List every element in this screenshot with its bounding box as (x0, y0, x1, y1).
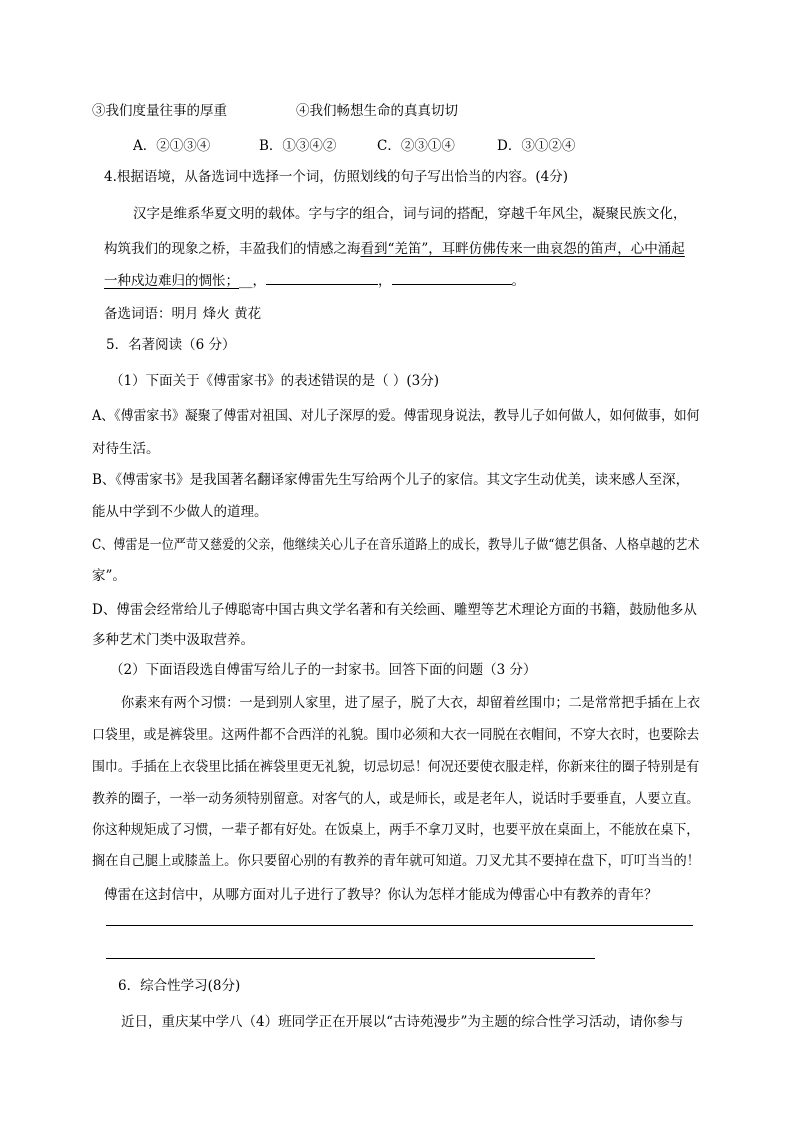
q6-paragraph: 近日，重庆某中学八（4）班同学正在开展以“古诗苑漫步”为主题的综合性学习活动，请你参与 (121, 1014, 684, 1030)
letter-line3: 围巾。手插在上衣袋里比插在裤袋里更无礼貌，切忌切忌！何况还要使衣服走样，你新来往的圈子特别是有 (92, 759, 700, 775)
q5-sub1: （1）下面关于《傅雷家书》的表述错误的是（ ）(3分) (110, 373, 440, 389)
q5-option-c-line2: 家”。 (92, 568, 126, 584)
answer-line-1[interactable] (106, 925, 693, 926)
q5-option-a-line1: A、《傅雷家书》凝聚了傅雷对祖国、对儿子深厚的爱。傅雷现身说法，教导儿子如何做人，如何做事，如何 (92, 408, 700, 424)
letter-line1: 你素来有两个习惯：一是到别人家里，进了屋子，脱了大衣，却留着丝围巾；二是常常把手插在上衣 (121, 695, 701, 711)
q5-option-d-line1: D、傅雷会经常给儿子傅聪寄中国古典文学名著和有关绘画、雕塑等艺术理论方面的书籍，鼓励他多从 (92, 602, 697, 618)
answer-blank-2[interactable] (392, 270, 512, 285)
answer-line-2[interactable] (106, 958, 595, 959)
q4-blank-start: __， (239, 273, 266, 289)
q5-sub2: （2）下面语段选自傅雷写给儿子的一封家书。回答下面的问题（3 分） (110, 662, 537, 678)
q4-paragraph-line1: 汉字是维系华夏文明的载体。字与字的组合，词与词的搭配，穿越千年风尘，凝聚民族文化， (133, 206, 687, 222)
letter-line6: 搁在自己腿上或膝盖上。你只要留心别的有教养的青年就可知道。刀叉尤其不要掉在盘下，叮叮当当的！ (92, 853, 700, 869)
q4-paragraph-line2 (104, 239, 685, 259)
q5-option-b-line1: B、《傅雷家书》是我国著名翻译家傅雷先生写给两个儿子的家信。其文字生动优美，读来感人至深， (92, 472, 690, 488)
q4-paragraph-text: 构筑我们的现象之桥，丰盈我们的情感之海 (104, 241, 361, 257)
option-b: B．①③④② (259, 138, 337, 154)
letter-line4: 教养的圈子，一举一动务须特别留意。对客气的人，或是师长，或是老年人，说话时手要垂直，人要立直。 (92, 791, 700, 807)
letter-line5: 你这种规矩成了习惯，一辈子都有好处。在饭桌上，两手不拿刀叉时，也要平放在桌面上，不能放在桌下， (92, 822, 700, 838)
q4-comma: ， (378, 273, 392, 289)
q4-period: 。 (511, 273, 525, 289)
q5-title: 5．名著阅读（6 分） (106, 337, 236, 353)
q5-option-a-line2: 对待生活。 (92, 441, 160, 457)
option-a: A．②①③④ (133, 138, 211, 154)
option-d: D．③①②④ (497, 138, 576, 154)
q4-underlined-sentence-end: 一种戍边难归的惆怅； (104, 273, 239, 289)
statement-4: ④我们畅想生命的真真切切 (296, 103, 458, 119)
q4-underlined-sentence: 看到“羌笛”，耳畔仿佛传来一曲哀怨的笛声，心中涌起 (360, 241, 685, 257)
q5-option-d-line2: 多种艺术门类中汲取营养。 (92, 632, 254, 648)
q4-paragraph-line3 (104, 270, 525, 291)
q4-title: 4.根据语境，从备选词中选择一个词，仿照划线的句子写出恰当的内容。(4分) (104, 169, 569, 185)
answer-blank-1[interactable] (266, 270, 378, 285)
letter-line2: 口袋里，或是裤袋里。这两件都不合西洋的礼貌。围巾必须和大衣一同脱在衣帽间，不穿大衣时，也要除去 (92, 727, 700, 743)
q4-word-choices: 备选词语：明月 烽火 黄花 (104, 306, 262, 322)
q5-option-b-line2: 能从中学到不少做人的道理。 (92, 504, 268, 520)
q6-title: 6．综合性学习(8分) (118, 978, 241, 994)
statement-3: ③我们度量往事的厚重 (92, 103, 227, 119)
option-c: C．②③①④ (377, 138, 455, 154)
q5-question: 傅雷在这封信中，从哪方面对儿子进行了教导？你认为怎样才能成为傅雷心中有教养的青年？ (104, 887, 658, 903)
q5-option-c-line1: C、傅雷是一位严苛又慈爱的父亲，他继续关心儿子在音乐道路上的成长，教导儿子做“德艺俱备、人格卓越的艺术 (92, 537, 700, 553)
